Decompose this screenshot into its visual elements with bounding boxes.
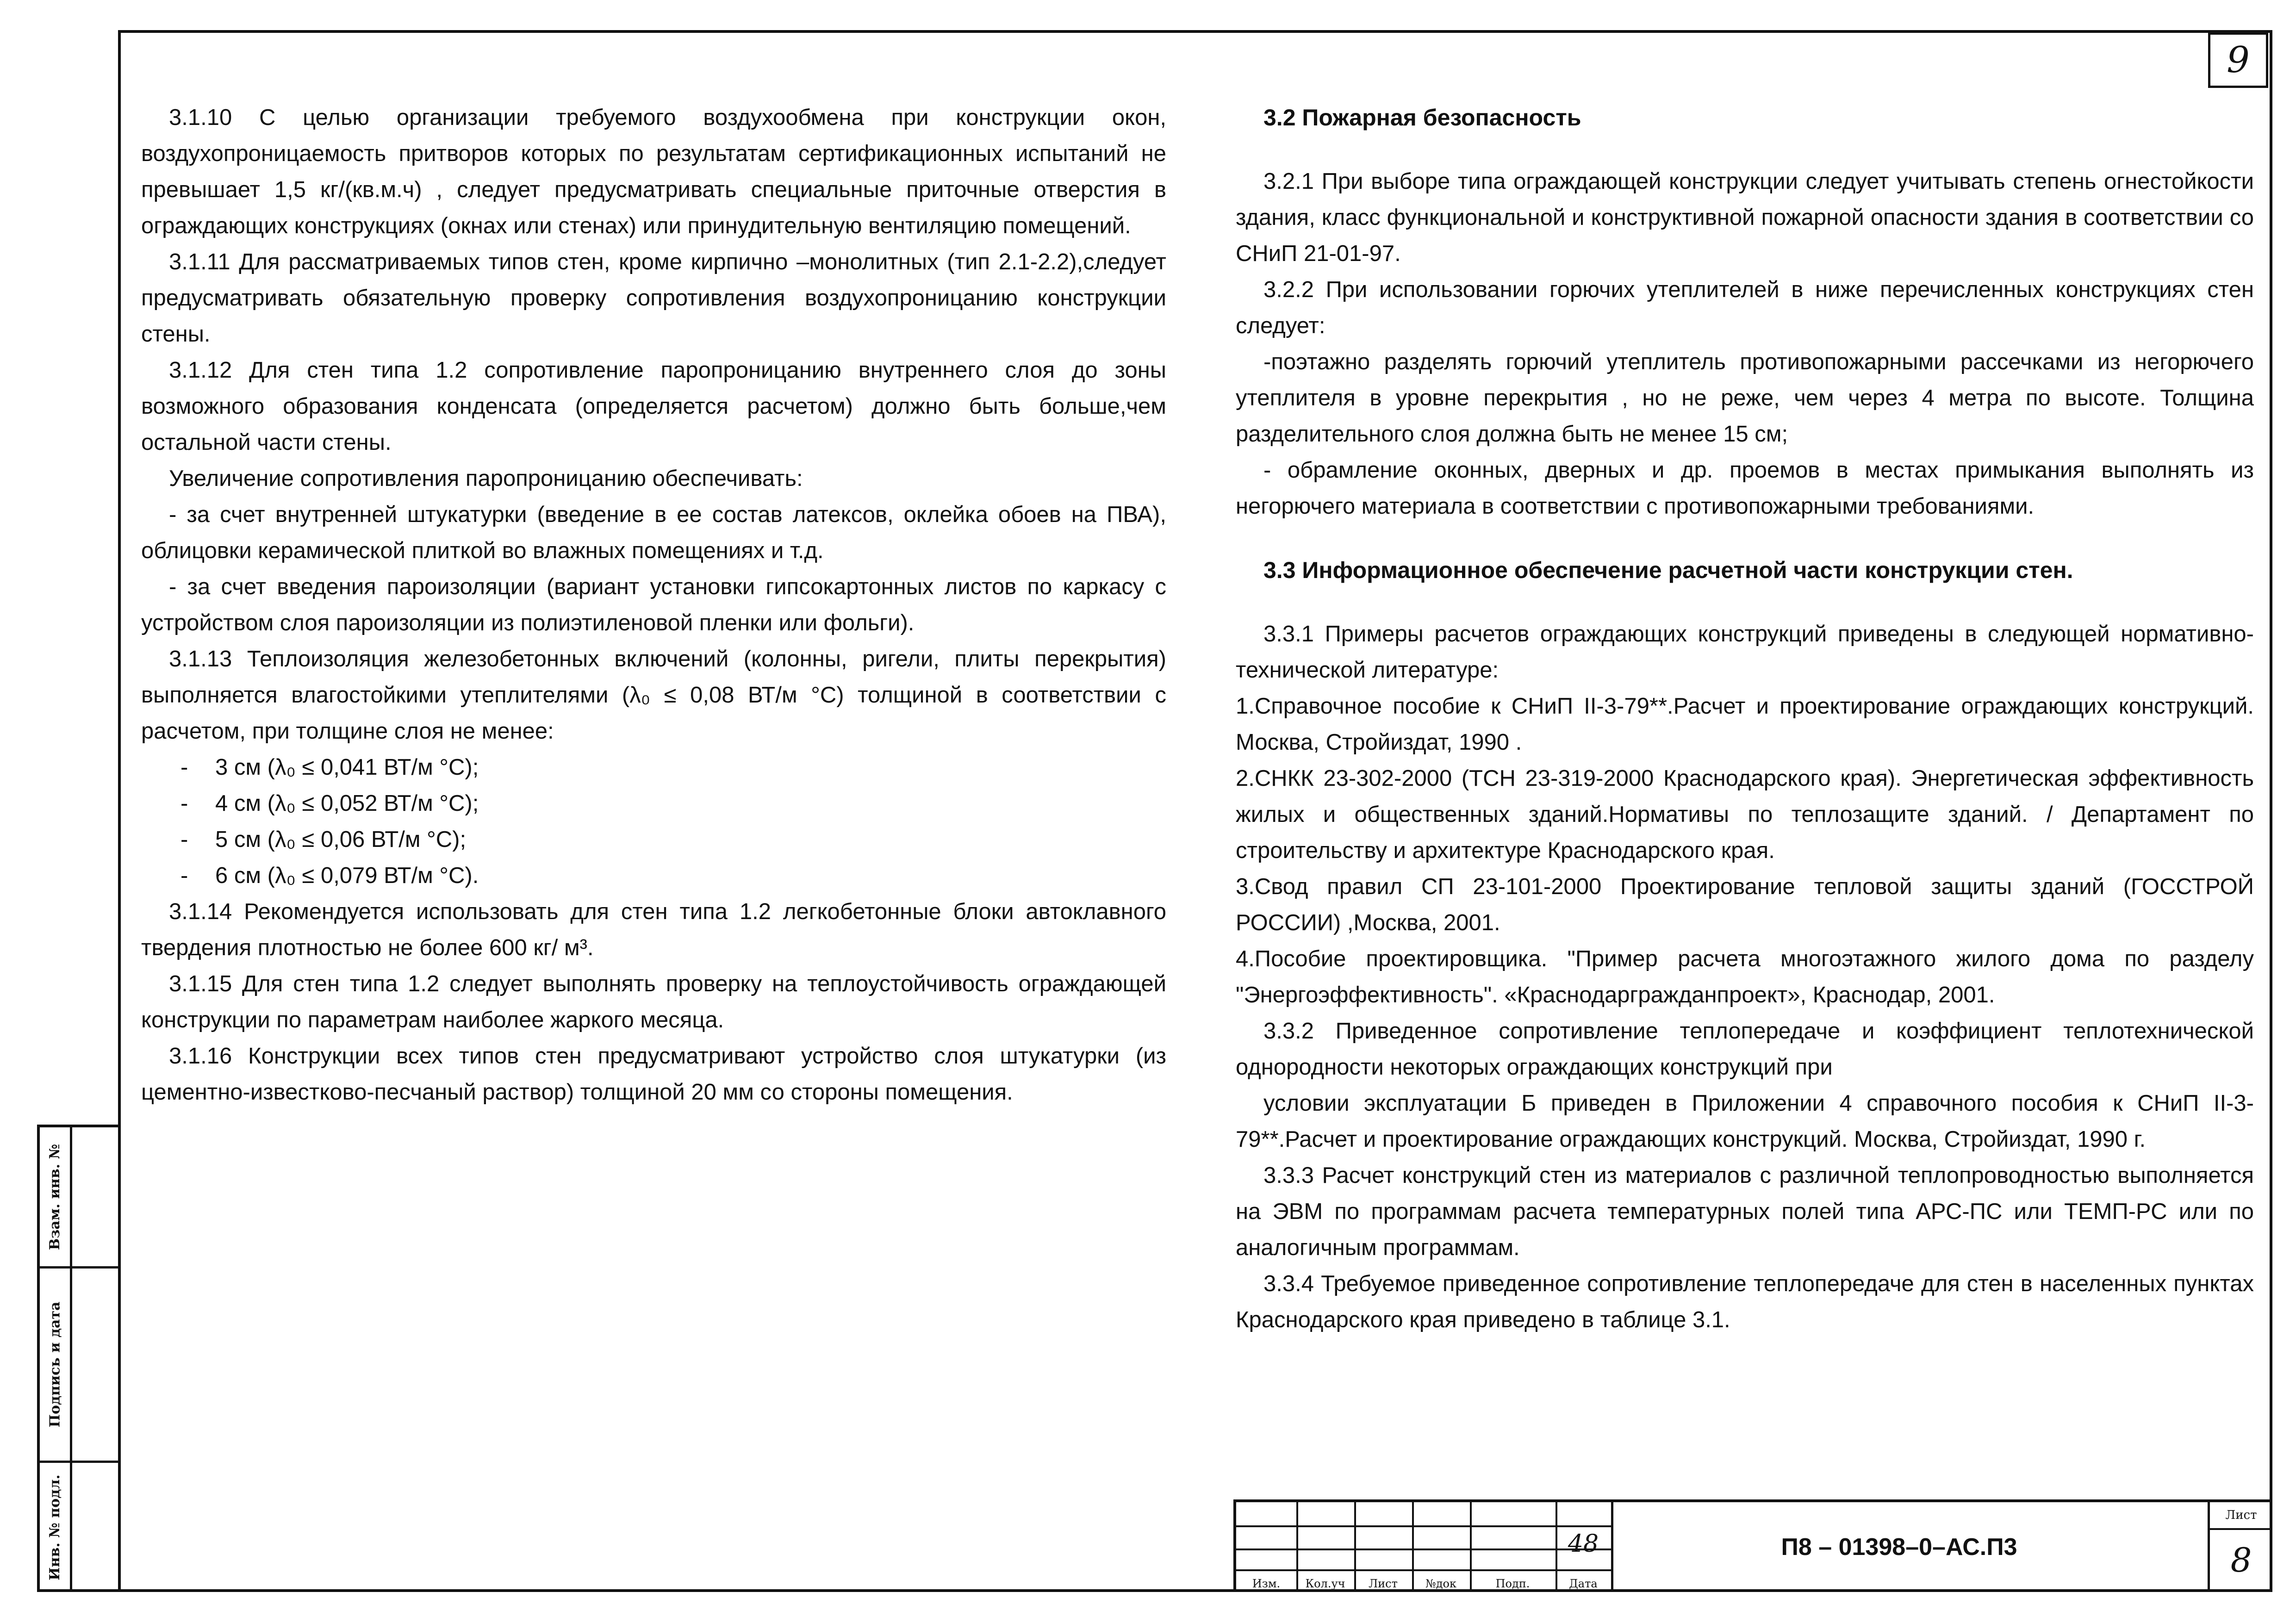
title-block: [1233, 1499, 2272, 1592]
floor-separation-item: -поэтажно разделять горючий утеплитель противопожарными рассечками из негорючего утеплителя в уровне перекрытия , но не реже, чем через 4 метра по высоте. Толщина разделительного слоя должна быть не менее 15 см;: [1236, 349, 2254, 447]
reference-item: 4.Пособие проектировщика. "Пример расчета многоэтажного жилого дома по разделу "Энергоэффективность". «Краснодаргражданпроект», Краснодар, 2001.: [1236, 946, 2254, 1007]
sheet-number-cell: [2208, 1502, 2272, 1592]
list-item: - 6 см (λ₀ ≤ 0,079 ВТ/м °С).: [141, 858, 1166, 894]
binding-margin-stamp: [37, 1125, 118, 1592]
reference-item: 2.СНКК 23-302-2000 (ТСН 23-319-2000 Краснодарского края). Энергетическая эффективность жилых и общественных зданий.Нормативы по теплозащите зданий. / Департамент по строительству и архитектуре Краснодарского края.: [1236, 766, 2254, 863]
clause-3-1-10: 3.1.10 С целью организации требуемого воздухообмена при конструкции окон, воздухопроницаемость притворов которых по результатам сертификационных испытаний не превышает 1,5 кг/(кв.м.ч) , следует предусматривать специальные приточные отверстия в ограждающих конструкциях (окнах или стенах) или принудительную вентиляцию помещений.: [141, 105, 1166, 238]
stamp-label: Взам. инв. №: [47, 1144, 63, 1250]
clause-3-2-1: 3.2.1 При выборе типа ограждающей конструкции следует учитывать степень огнестойкости здания, класс функциональной и конструктивной пожарной опасности здания в соответствии со СНиП 21-01-97.: [1236, 169, 2254, 266]
section-heading-3-3: 3.3 Информационное обеспечение расчетной части конструкции стен.: [1263, 557, 2073, 583]
section-heading-3-2: 3.2 Пожарная безопасность: [1263, 105, 1581, 131]
stamp-cell-original-inventory: [40, 1463, 118, 1592]
left-column: [141, 99, 1166, 1110]
stamp-label: Инв. № подл.: [47, 1474, 63, 1580]
stamp-cell-signature-date: [40, 1269, 118, 1463]
sheet-number: 8: [2230, 1541, 2252, 1579]
clause-3-2-2: 3.2.2 При использовании горючих утеплителей в ниже перечисленных конструкциях стен следует:: [1236, 277, 2254, 338]
clause-3-1-16: 3.1.16 Конструкции всех типов стен предусматривают устройство слоя штукатурки (из цементно-известково-песчаный раствор) толщиной 20 мм со стороны помещения.: [141, 1044, 1166, 1105]
clause-3-3-1: 3.3.1 Примеры расчетов ограждающих конструкций приведены в следующей нормативно-технической литературе:: [1236, 622, 2254, 683]
revision-grid: [1236, 1502, 1611, 1592]
stamp-label: Подпись и дата: [47, 1301, 63, 1428]
vapor-resistance-intro: Увеличение сопротивления паропроницанию обеспечивать:: [169, 466, 803, 491]
column-header: Подп.: [1495, 1577, 1530, 1590]
clause-3-3-4: 3.3.4 Требуемое приведенное сопротивление теплопередаче для стен в населенных пунктах Краснодарского края приведено в таблице 3.1.: [1236, 1271, 2254, 1332]
column-header: №док: [1425, 1577, 1456, 1590]
list-item: - 5 см (λ₀ ≤ 0,06 ВТ/м °С);: [141, 821, 1166, 858]
list-item: - 4 см (λ₀ ≤ 0,052 ВТ/м °С);: [141, 785, 1166, 821]
list-item: - 3 см (λ₀ ≤ 0,041 ВТ/м °С);: [141, 749, 1166, 785]
stamp-cell-replacement-inventory: [40, 1127, 118, 1269]
column-header: Изм.: [1252, 1577, 1281, 1590]
clause-3-3-3: 3.3.3 Расчет конструкций стен из материалов с различной теплопроводностью выполняется на ЭВМ по программам расчета температурных полей типа АРС-ПС или ТЕМП-РС или по аналогичным программам.: [1236, 1163, 2254, 1260]
opening-framing-item: - обрамление оконных, дверных и др. проемов в местах примыкания выполнять из негорючего материала в соответствии с противопожарными требованиями.: [1236, 458, 2254, 519]
insulation-thickness-list: [141, 749, 1166, 894]
column-header: Лист: [1369, 1577, 1398, 1590]
clause-3-3-2: 3.3.2 Приведенное сопротивление теплопередаче и коэффициент теплотехнической однородности некоторых ограждающих конструкций при: [1236, 1019, 2254, 1080]
document-code: П8 – 01398–0–АС.П3: [1611, 1502, 2185, 1592]
clause-3-1-11: 3.1.11 Для рассматриваемых типов стен, кроме кирпично –монолитных (тип 2.1-2.2),следует предусматривать обязательную проверку сопротивления воздухопроницанию конструкции стены.: [141, 249, 1166, 347]
clause-3-3-2-continued: условии эксплуатации Б приведен в Приложении 4 справочного пособия к СНиП II-3-79**.Расчет и проектирование ограждающих конструкций. Москва, Стройиздат, 1990 г.: [1236, 1091, 2254, 1152]
page-corner-number: 9: [2208, 32, 2268, 88]
clause-3-1-13: 3.1.13 Теплоизоляция железобетонных включений (колонны, ригели, плиты перекрытия) выполняется влагостойкими утеплителями (λ₀ ≤ 0,08 ВТ/м °С) толщиной в соответствии с расчетом, при толщине слоя не менее:: [141, 647, 1166, 744]
right-column: [1236, 99, 2254, 1338]
vapor-barrier-item: - за счет введения пароизоляции (вариант установки гипсокартонных листов по каркасу с устройством слоя пароизоляции из полиэтиленовой пленки или фольги).: [141, 574, 1166, 635]
reference-item: 3.Свод правил СП 23-101-2000 Проектирование тепловой защиты зданий (ГОССТРОЙ РОССИИ) ,Москва, 2001.: [1236, 874, 2254, 935]
clause-3-1-15: 3.1.15 Для стен типа 1.2 следует выполнять проверку на теплоустойчивость ограждающей конструкции по параметрам наиболее жаркого месяца.: [141, 971, 1166, 1032]
clause-3-1-12: 3.1.12 Для стен типа 1.2 сопротивление паропроницанию внутреннего слоя до зоны возможного образования конденсата (определяется расчетом) должно быть больше,чем остальной части стены.: [141, 358, 1166, 455]
clause-3-1-14: 3.1.14 Рекомендуется использовать для стен типа 1.2 легкобетонные блоки автоклавного твердения плотностью не более 600 кг/ м³.: [141, 899, 1166, 960]
column-header: Дата: [1569, 1577, 1598, 1590]
reference-item: 1.Справочное пособие к СНиП II-3-79**.Расчет и проектирование ограждающих конструкций. Москва, Стройиздат, 1990 .: [1236, 694, 2254, 755]
column-header: Кол.уч: [1305, 1577, 1345, 1590]
date-handwriting: 48: [1568, 1530, 1599, 1558]
sheet-label: Лист: [2210, 1502, 2272, 1530]
vapor-plaster-item: - за счет внутренней штукатурки (введение в ее состав латексов, оклейка обоев на ПВА), облицовки керамической плиткой во влажных помещениях и т.д.: [141, 502, 1166, 563]
